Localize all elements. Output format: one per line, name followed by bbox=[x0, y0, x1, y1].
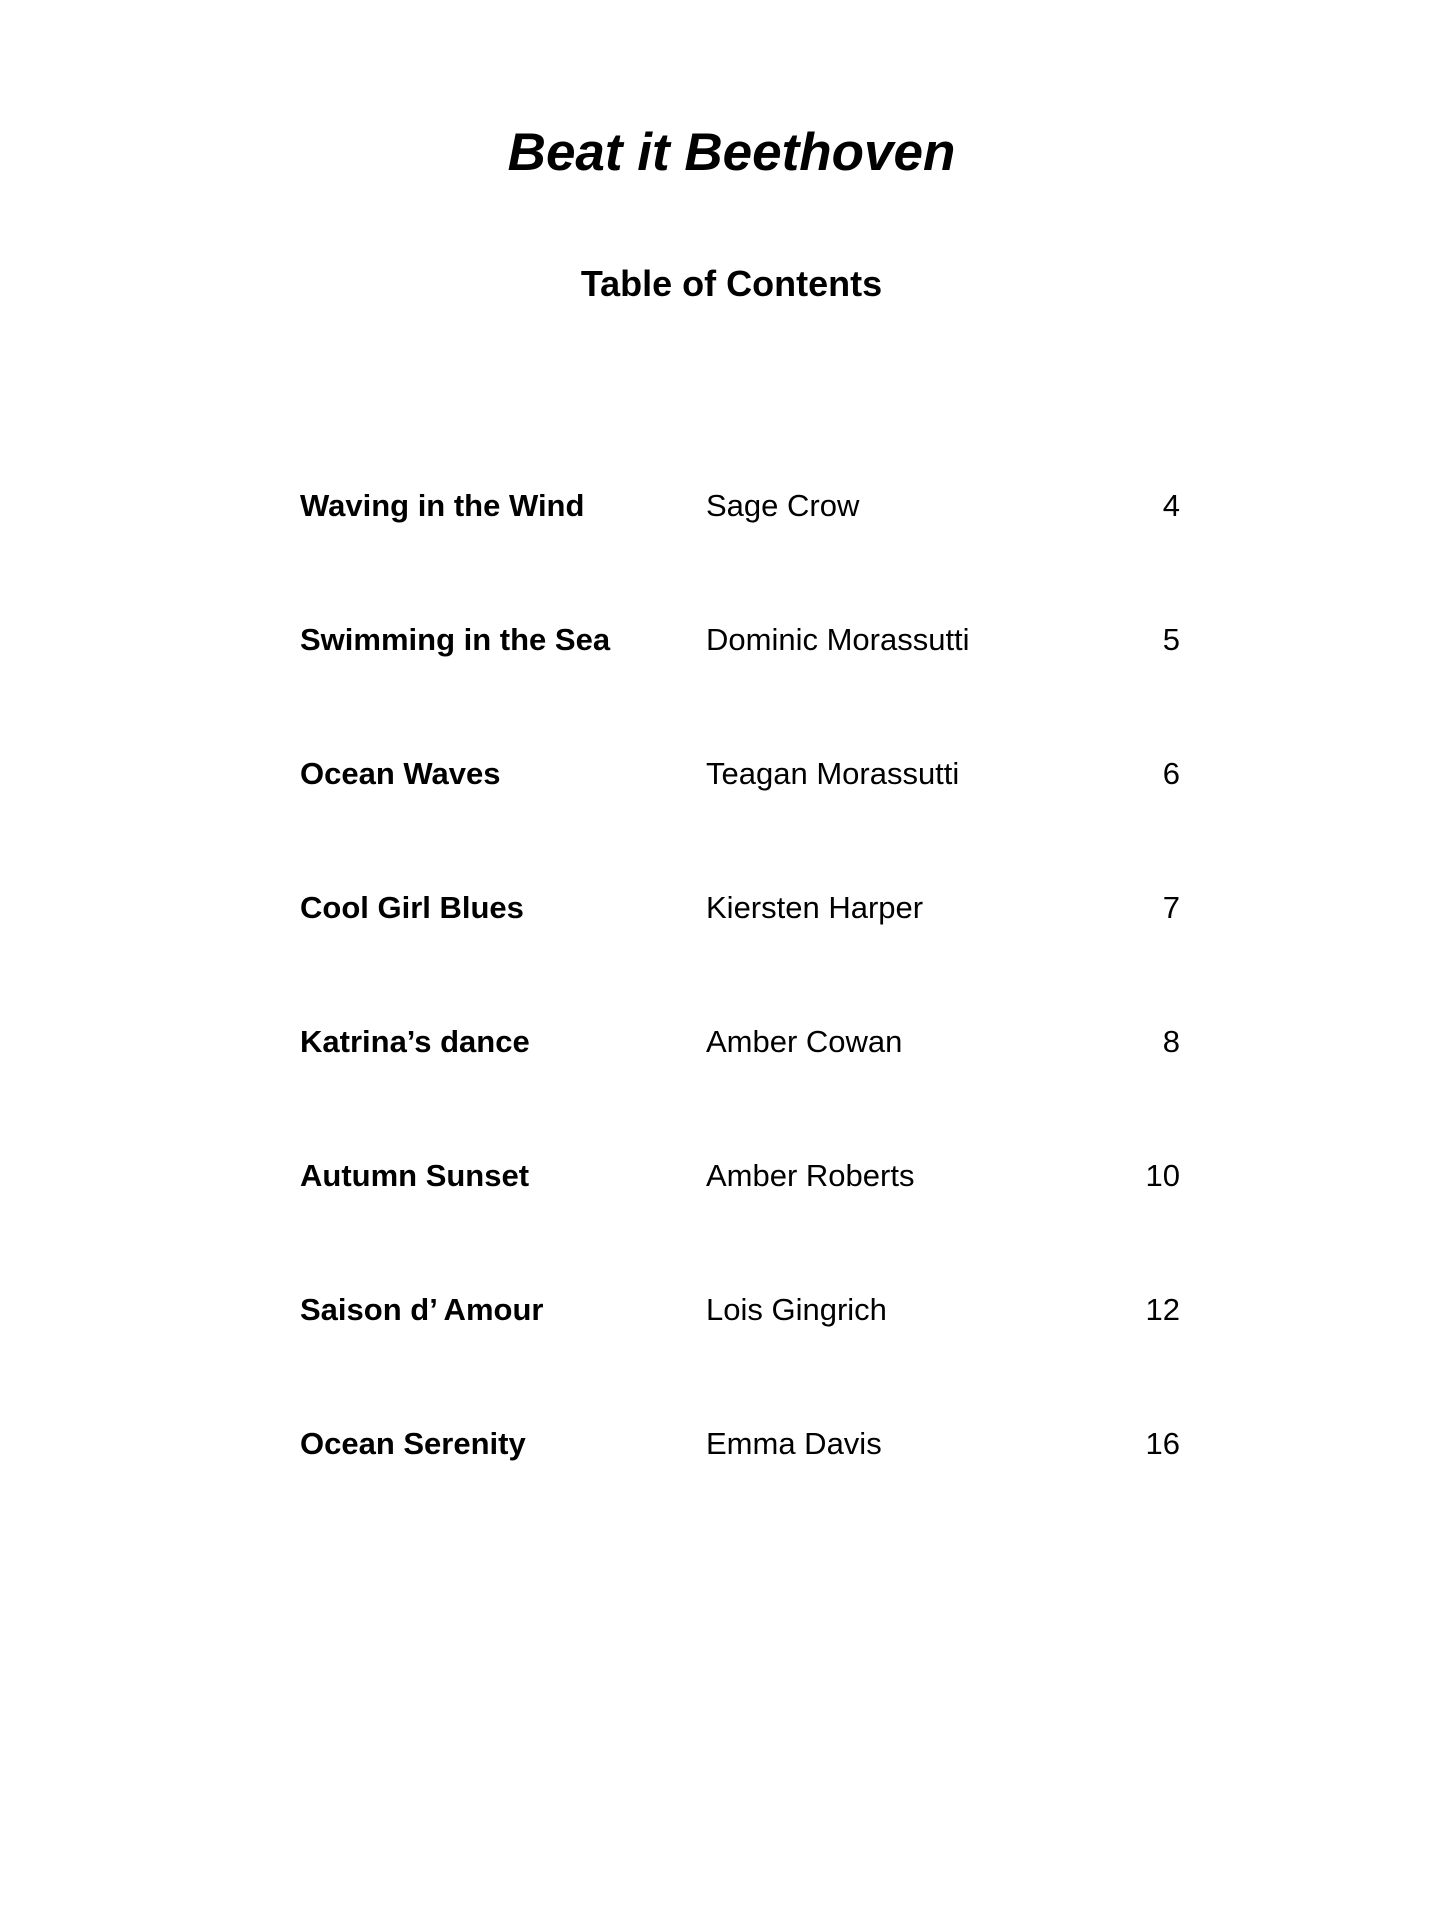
toc-entry-title: Waving in the Wind bbox=[300, 488, 585, 523]
table-of-contents bbox=[300, 486, 1180, 1558]
toc-entry-page: 10 bbox=[1145, 1158, 1180, 1193]
toc-entry-page: 12 bbox=[1145, 1292, 1180, 1327]
toc-entry-title: Cool Girl Blues bbox=[300, 890, 524, 925]
toc-entry bbox=[300, 1290, 1180, 1424]
toc-entry-page: 16 bbox=[1145, 1426, 1180, 1461]
toc-entry-author: Amber Roberts bbox=[706, 1158, 915, 1193]
toc-entry-author: Amber Cowan bbox=[706, 1024, 903, 1059]
toc-entry-page: 7 bbox=[1162, 890, 1180, 925]
toc-entry-page: 8 bbox=[1162, 1024, 1180, 1059]
toc-entry-author: Emma Davis bbox=[706, 1426, 882, 1461]
toc-entry-title: Saison d’ Amour bbox=[300, 1292, 544, 1327]
toc-entry-author: Lois Gingrich bbox=[706, 1292, 887, 1327]
toc-entry-author: Kiersten Harper bbox=[706, 890, 924, 925]
toc-entry-title: Katrina’s dance bbox=[300, 1024, 530, 1059]
toc-entry-title: Ocean Waves bbox=[300, 756, 501, 791]
toc-entry bbox=[300, 1156, 1180, 1290]
toc-entry-title: Swimming in the Sea bbox=[300, 622, 611, 657]
document-title: Beat it Beethoven bbox=[507, 123, 956, 182]
toc-entry-author: Dominic Morassutti bbox=[706, 622, 970, 657]
toc-entry-page: 5 bbox=[1162, 622, 1180, 657]
toc-entry bbox=[300, 1424, 1180, 1558]
toc-entry bbox=[300, 754, 1180, 888]
toc-entry bbox=[300, 1022, 1180, 1156]
toc-entry-author: Sage Crow bbox=[706, 488, 860, 523]
toc-entry bbox=[300, 620, 1180, 754]
toc-entry bbox=[300, 888, 1180, 1022]
toc-entry-page: 4 bbox=[1162, 488, 1180, 523]
toc-entry-title: Autumn Sunset bbox=[300, 1158, 530, 1193]
toc-entry-author: Teagan Morassutti bbox=[706, 756, 960, 791]
toc-entry-title: Ocean Serenity bbox=[300, 1426, 526, 1461]
toc-entry-page: 6 bbox=[1162, 756, 1180, 791]
toc-heading: Table of Contents bbox=[580, 263, 883, 304]
toc-entry bbox=[300, 486, 1180, 620]
